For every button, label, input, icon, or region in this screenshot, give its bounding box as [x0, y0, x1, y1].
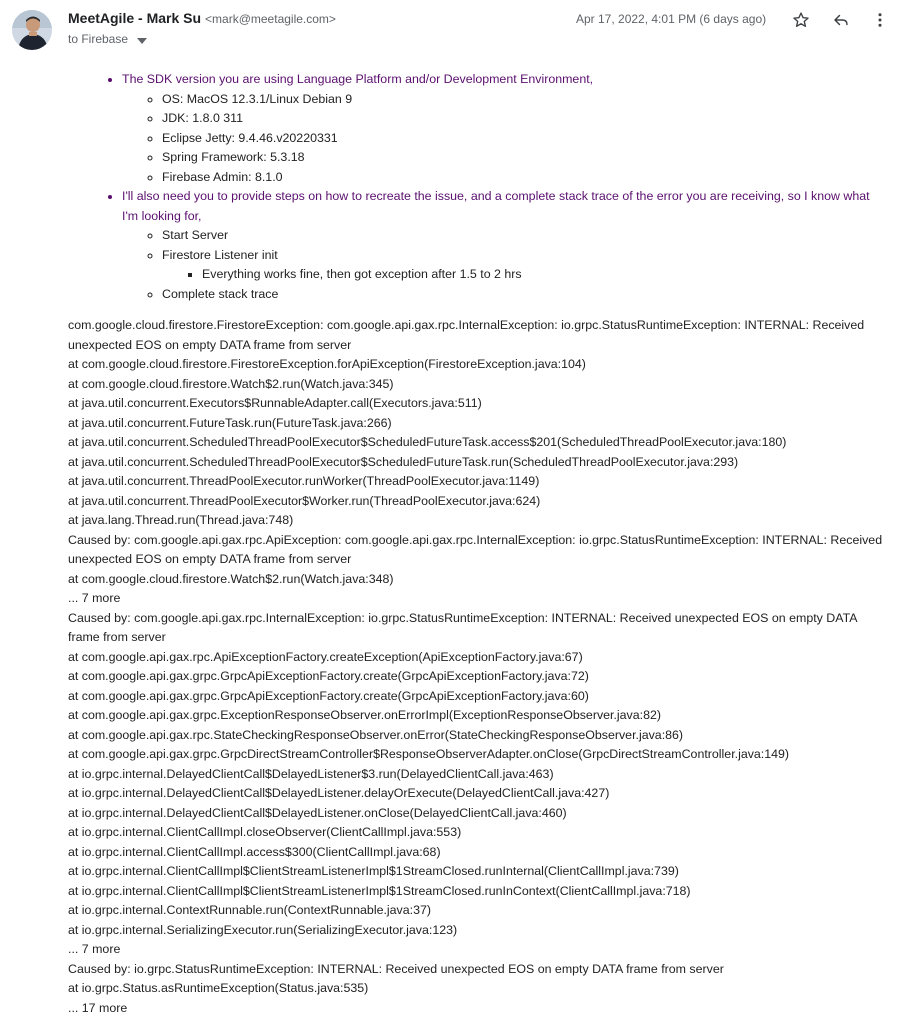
list-item: ◦ Start Server	[162, 226, 888, 246]
trace-line: at com.google.api.gax.rpc.StateCheckingResponseObserver.onError(StateCheckingResponseObserver.java:86)	[68, 727, 684, 742]
trace-line: at io.grpc.internal.ClientCallImpl.closeObserver(ClientCallImpl.java:553)	[68, 825, 462, 839]
trace-line: at io.grpc.internal.DelayedClientCall$DelayedListener.onClose(DelayedClientCall.java:460)	[68, 805, 567, 820]
message-header	[0, 0, 899, 56]
trace-line: com.google.cloud.firestore.FirestoreException: com.google.api.gax.rpc.InternalException: io.grpc.StatusRuntimeException: INTERNAL: Received unexpected EOS on empty DATA frame from server	[68, 318, 865, 352]
trace-line: at java.util.concurrent.ScheduledThreadPoolExecutor$ScheduledFutureTask.access$201(ScheduledThreadPoolExecutor.java:180)	[68, 435, 787, 449]
avatar-image	[12, 10, 52, 50]
trace-line: at java.util.concurrent.ScheduledThreadPoolExecutor$ScheduledFutureTask.run(ScheduledThreadPoolExecutor.java:293)	[68, 454, 739, 469]
list-item	[122, 70, 888, 187]
quoted-list	[68, 70, 888, 304]
sdk-sublist	[122, 90, 888, 188]
trace-line: ... 7 more	[68, 942, 121, 956]
trace-line: at io.grpc.internal.SerializingExecutor.run(SerializingExecutor.java:123)	[68, 922, 458, 937]
trace-line: at com.google.cloud.firestore.Watch$2.run(Watch.java:348)	[68, 571, 394, 586]
list-item: ▪ Everything works fine, then got exception after 1.5 to 2 hrs	[202, 265, 888, 285]
star-icon[interactable]	[790, 9, 812, 31]
trace-line: at java.lang.Thread.run(Thread.java:748)	[68, 513, 294, 527]
avatar[interactable]	[12, 10, 52, 50]
trace-line: ... 7 more	[68, 591, 121, 605]
trace-line: at io.grpc.internal.ClientCallImpl$ClientStreamListenerImpl$1StreamClosed.runInternal(ClientCallImpl.java:739)	[68, 864, 679, 878]
listener-init-text: Firestore Listener init	[162, 247, 278, 262]
trace-line: Caused by: io.grpc.StatusRuntimeException: INTERNAL: Received unexpected EOS on empty DATA frame from server	[68, 961, 724, 976]
list-item: ◦ Firebase Admin: 8.1.0	[162, 168, 888, 188]
reply-icon[interactable]	[830, 9, 852, 31]
trace-line: at java.util.concurrent.ThreadPoolExecutor$Worker.run(ThreadPoolExecutor.java:624)	[68, 493, 541, 508]
trace-line: at io.grpc.internal.ClientCallImpl.access$300(ClientCallImpl.java:68)	[68, 844, 441, 859]
list-item: ◦ OS: MacOS 12.3.1/Linux Debian 9	[162, 90, 888, 110]
trace-line: at java.util.concurrent.FutureTask.run(FutureTask.java:266)	[68, 415, 392, 430]
caret-down-icon[interactable]	[137, 33, 147, 47]
list-item: ◦ Spring Framework: 5.3.18	[162, 148, 888, 168]
quoted-item-steps: I'll also need you to provide steps on how to recreate the issue, and a complete stack trace of the error you are receiving, so I know what I'm looking for,	[122, 189, 870, 223]
message-date: Apr 17, 2022, 4:01 PM (6 days ago)	[576, 12, 767, 26]
trace-line: at com.google.api.gax.rpc.ApiExceptionFactory.createException(ApiExceptionFactory.java:67)	[68, 649, 583, 664]
list-item: ◦ Complete stack trace	[162, 285, 888, 305]
trace-line: at io.grpc.internal.ClientCallImpl$ClientStreamListenerImpl$1StreamClosed.runInContext(ClientCallImpl.java:718)	[68, 883, 691, 898]
list-item	[162, 246, 888, 285]
trace-line: Caused by: com.google.api.gax.rpc.ApiException: com.google.api.gax.rpc.InternalException: io.grpc.StatusRuntimeException: INTERNAL: Received unexpected EOS on empty DATA frame from server	[68, 532, 883, 566]
trace-line: at io.grpc.internal.DelayedClientCall$DelayedListener$3.run(DelayedClientCall.java:463)	[68, 766, 554, 781]
recipients-label: to Firebase	[68, 32, 129, 46]
trace-line: at io.grpc.Status.asRuntimeException(Status.java:535)	[68, 981, 369, 995]
trace-line: at com.google.api.gax.grpc.ExceptionResponseObserver.onErrorImpl(ExceptionResponseObserver.java:82)	[68, 708, 661, 722]
recipients-toggle[interactable]	[68, 32, 147, 47]
list-item: ◦ Eclipse Jetty: 9.4.46.v20220331	[162, 129, 888, 149]
quoted-item-sdk: The SDK version you are using Language Platform and/or Development Environment,	[122, 72, 594, 86]
message-body	[68, 70, 888, 1018]
trace-line: at com.google.api.gax.grpc.GrpcApiExceptionFactory.create(GrpcApiExceptionFactory.java:60)	[68, 688, 589, 703]
trace-line: at java.util.concurrent.Executors$RunnableAdapter.call(Executors.java:511)	[68, 396, 482, 410]
trace-line: at com.google.api.gax.grpc.GrpcDirectStreamController$ResponseObserverAdapter.onClose(GrpcDirectStreamController.java:149)	[68, 747, 790, 761]
list-item	[122, 187, 888, 304]
trace-line: Caused by: com.google.api.gax.rpc.InternalException: io.grpc.StatusRuntimeException: INTERNAL: Received unexpected EOS on empty DATA frame from server	[68, 610, 857, 644]
trace-line: ... 17 more	[68, 1000, 128, 1015]
sender-line	[68, 10, 336, 26]
list-item: ◦ JDK: 1.8.0 311	[162, 109, 888, 129]
more-vert-icon[interactable]	[869, 9, 891, 31]
trace-line: at com.google.api.gax.grpc.GrpcApiExceptionFactory.create(GrpcApiExceptionFactory.java:72)	[68, 669, 589, 683]
trace-line: at com.google.cloud.firestore.Watch$2.run(Watch.java:345)	[68, 376, 394, 391]
stack-trace	[68, 316, 888, 1018]
trace-line: at io.grpc.internal.DelayedClientCall$DelayedListener.delayOrExecute(DelayedClientCall.java:427)	[68, 786, 610, 800]
sender-name[interactable]: MeetAgile - Mark Su	[68, 10, 202, 26]
trace-line: at java.util.concurrent.ThreadPoolExecutor.runWorker(ThreadPoolExecutor.java:1149)	[68, 474, 540, 488]
steps-sublist	[122, 226, 888, 304]
trace-line: at com.google.cloud.firestore.FirestoreException.forApiException(FirestoreException.java:104)	[68, 357, 586, 371]
listener-sublist	[162, 265, 888, 285]
sender-email: <mark@meetagile.com>	[205, 12, 336, 26]
trace-line: at io.grpc.internal.ContextRunnable.run(ContextRunnable.java:37)	[68, 903, 431, 917]
